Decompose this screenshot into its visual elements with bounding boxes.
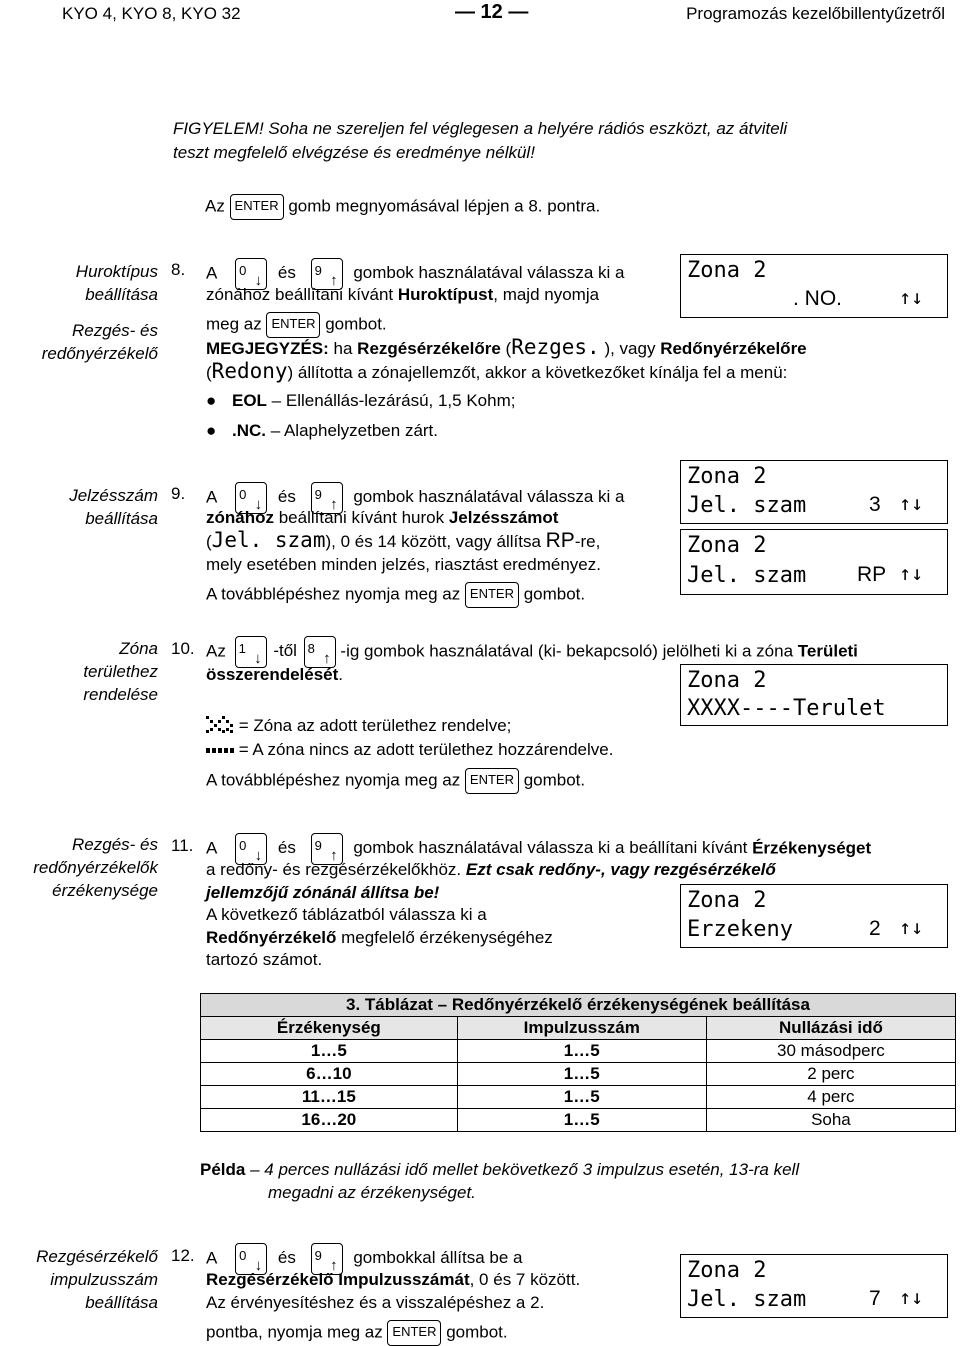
s12-line-4 [206,1320,508,1346]
side-text: beállítása [85,1293,158,1312]
text: és [277,1248,296,1268]
text: Rezges. [511,335,600,359]
side-text: Huroktípus [75,262,158,281]
text: gombok használatával válassza ki a [353,487,625,507]
enter-key-icon: ENTER [230,194,284,220]
text: ( [206,532,212,551]
text: Huroktípust [397,285,494,304]
lcd-row-2: Erzekeny [687,917,793,942]
key-digit: 9 [314,263,322,278]
table-cell: 30 másodperc [706,1040,955,1063]
s8-line-4 [206,336,807,360]
s12-line-2 [206,1268,580,1291]
side-text: Rezgés- és [72,835,158,854]
table-cell: 16…20 [201,1109,458,1132]
table-caption-row [201,994,956,1017]
lcd-display-11 [680,884,948,948]
side-label-8 [0,260,158,365]
text: zónához [206,508,274,527]
table-cell: 1…5 [457,1040,706,1063]
text: Redőnyérzékelőre [660,339,807,358]
down-arrow-icon: ↓ [254,650,262,667]
table-cell: 2 perc [706,1063,955,1086]
text: pontba, nyomja meg az [206,1322,383,1342]
side-text: redőnyérzékelő [41,344,158,363]
step-number-8: 8. [171,260,186,279]
s9-line-2 [206,506,558,529]
text: A [206,838,217,858]
text: .NC. [232,421,266,440]
text: -re, [574,532,601,551]
table-header-row [201,1017,956,1040]
down-arrow-icon: ↓ [254,496,263,513]
intro-pre: Az [205,196,225,216]
s8-line-3 [206,312,387,338]
s8-line-2 [206,283,599,306]
lcd-value: 3 [869,493,881,516]
s8-bullet-2 [206,419,438,442]
up-down-arrows-icon: ↑↓ [899,1285,924,1309]
text: és [277,263,296,283]
text: zónához beállítani kívánt [206,285,398,304]
step-number-9: 9. [171,484,186,503]
text: ha [328,339,358,358]
table-row [201,1040,956,1063]
s8-line-5 [206,360,787,384]
up-down-arrows-icon: ↑↓ [899,285,924,309]
text: gombot. [523,770,586,790]
text: megfelelő érzékenységéhez [336,928,553,947]
table-row [201,1109,956,1132]
sensitivity-table [200,993,956,1132]
key-digit: 9 [314,1248,322,1263]
text: – Alaphelyzetben zárt. [266,421,439,440]
lcd-display-10 [680,664,948,726]
lcd-row-2: Jel. szam [687,493,807,518]
table-cell: Soha [706,1109,955,1132]
side-text: Rezgés- és [72,321,158,340]
header-left: KYO 4, KYO 8, KYO 32 [62,4,241,23]
text: . [338,665,344,684]
table-cell: 1…5 [457,1063,706,1086]
table-header: Érzékenység [201,1017,458,1040]
lcd-display-12 [680,1254,948,1318]
down-arrow-icon: ↓ [254,847,263,864]
enter-key-icon: ENTER [465,768,519,794]
text: ) állította a zónajellemzőt, akkor a következőket kínálja fel a menü: [287,363,788,382]
table-cell: 11…15 [201,1086,458,1109]
up-down-arrows-icon: ↑↓ [899,915,924,939]
text: -től [273,641,297,661]
enter-key-icon: ENTER [266,312,320,338]
text: -ig gombok használatával (ki- bekapcsoló) jelölheti ki a zóna [340,641,798,661]
s11-line-4: A következő táblázatból válassza ki a [206,905,487,924]
key-digit: 1 [238,641,246,656]
text: beállítani kívánt hurok [274,508,449,527]
text: Redőnyérzékelő [206,928,337,947]
text: ( [206,363,212,382]
s9-line-3 [206,529,600,553]
example-line-2: megadni az érzékenységet. [268,1183,476,1202]
text: Érzékenységet [752,838,872,858]
assigned-x-icon [206,715,234,733]
text: gombokkal állítsa be a [353,1248,523,1268]
table-cell: 1…5 [457,1086,706,1109]
text: Jelzésszámot [448,508,559,527]
lcd-row-1: Zona 2 [687,258,767,283]
text: gombok használatával válassza ki a [353,263,625,283]
step-number-11: 11. [171,836,194,855]
text: Rezgésérzékelő Impulzusszámát [206,1270,470,1289]
text: = A zóna nincs az adott területhez hozzárendelve. [234,740,614,759]
text: A [206,487,217,507]
text: , 0 és 7 között. [469,1270,581,1289]
enter-key-icon: ENTER [465,582,519,608]
s9-line-5 [206,582,585,608]
text: Rezgésérzékelőre [357,339,501,358]
side-text: Zóna [119,639,158,658]
s12-line-3: Az érvényesítéshez és a visszalépéshez a 2. [206,1293,545,1312]
s10-line-3 [206,714,511,737]
s10-line-5 [206,768,585,794]
lcd-display-8 [680,254,948,318]
s11-line-6: tartozó számot. [206,950,323,969]
key-digit: 0 [239,1248,247,1263]
table-row [201,1086,956,1109]
table-row [201,1063,956,1086]
key-digit: 9 [314,487,322,502]
lcd-row-1: Zona 2 [687,668,767,693]
side-text: redőnyérzékelők [33,858,158,877]
text: , majd nyomja [493,285,600,304]
s10-line-2 [206,663,343,686]
text: Területi [797,641,858,661]
text: RP [545,529,575,552]
lcd-row-1: Zona 2 [687,888,767,913]
side-label-9 [0,484,158,530]
table-cell: 4 perc [706,1086,955,1109]
lcd-row-1: Zona 2 [687,533,767,558]
text: EOL [232,391,267,410]
lcd-row-1: Zona 2 [687,1258,767,1283]
lcd-row-2: Jel. szam [687,1287,807,1312]
text: A továbblépéshez nyomja meg az [206,584,461,604]
text: és [277,838,296,858]
key-digit: 0 [239,487,247,502]
down-arrow-icon: ↓ [254,1257,263,1274]
lcd-row-2: Jel. szam [687,563,807,588]
text: – 4 perces nullázási idő mellet bekövetkező 3 impulzus esetén, 13-ra kell [245,1160,800,1179]
table-cell: 6…10 [201,1063,458,1086]
table-cell: 1…5 [457,1109,706,1132]
intro-post: gomb megnyomásával lépjen a 8. pontra. [288,196,601,216]
up-arrow-icon: ↑ [330,496,338,513]
example-line-1 [200,1158,799,1181]
table-header: Nullázási idő [706,1017,955,1040]
side-text: beállítása [85,285,158,304]
warning-line-2: teszt megfelelő elvégzése és eredménye nélkül! [173,143,535,162]
s11-line-2 [206,858,776,881]
text: Az [206,641,226,661]
side-text: impulzusszám [50,1270,158,1289]
lcd-display-9a [680,460,948,524]
text: a redőny- és rezgésérzékelőkhöz. [206,860,466,879]
warning [173,117,787,165]
side-label-12 [0,1245,158,1314]
text: ( [500,339,512,358]
text: meg az [206,314,262,334]
text: Ezt csak redőny-, vagy rezgésérzékelő [465,860,776,879]
unassigned-dash-icon [206,737,234,747]
step-number-12: 12. [171,1246,195,1265]
text: A továbblépéshez nyomja meg az [206,770,461,790]
up-arrow-icon: ↑ [330,847,338,864]
lcd-row-1: Zona 2 [687,464,767,489]
table-cell: 1…5 [201,1040,458,1063]
table-header: Impulzusszám [457,1017,706,1040]
bullet-icon: ● [206,391,217,410]
lcd-row-2: XXXX----Terulet [687,696,886,721]
bullet-icon: ● [206,421,217,440]
key-digit: 8 [307,641,315,656]
side-text: beállítása [85,509,158,528]
text: ), vagy [599,339,661,358]
text: – Ellenállás-lezárású, 1,5 Kohm; [266,391,516,410]
text: gombok használatával válassza ki a beállítani kívánt [353,838,753,858]
side-label-11 [0,833,158,902]
key-digit: 9 [314,838,322,853]
text: jellemzőjű zónánál állítsa be! [206,883,440,902]
text: A [206,1248,217,1268]
up-arrow-icon: ↑ [330,272,338,289]
table-caption: 3. Táblázat – Redőnyérzékelő érzékenységének beállítása [201,994,956,1017]
step-number-10: 10. [171,639,195,658]
side-label-10 [0,637,158,706]
s9-line-4: mely esetében minden jelzés, riasztást eredményez. [206,555,601,574]
s10-line-4 [206,737,613,761]
text: A [206,263,217,283]
s11-line-3 [206,881,439,904]
lcd-value: RP [857,563,887,586]
text: = Zóna az adott területhez rendelve; [234,716,512,735]
header-right: Programozás kezelőbillentyűzetről [686,4,945,23]
down-arrow-icon: ↓ [254,272,263,289]
text: Redony [211,359,288,383]
side-text: Jelzésszám [69,486,158,505]
text: MEGJEGYZÉS: [206,339,329,358]
key-digit: 0 [239,263,247,278]
enter-key-icon: ENTER [387,1320,441,1346]
up-arrow-icon: ↑ [323,650,331,667]
warning-line-1: FIGYELEM! Soha ne szereljen fel véglegesen a helyére rádiós eszközt, az átviteli [173,119,788,138]
lcd-value: 7 [869,1287,881,1310]
text: Példa [200,1160,246,1179]
s11-line-5 [206,926,553,949]
side-text: területhez [83,662,158,681]
s8-bullet-1 [206,389,515,412]
intro-line [205,194,600,220]
lcd-display-9b [680,529,948,595]
up-arrow-icon: ↑ [330,1257,338,1274]
text: Jel. szam [211,528,326,552]
side-text: Rezgésérzékelő [36,1247,158,1266]
key-digit: 0 [239,838,247,853]
text: gombot. [325,314,387,334]
side-text: érzékenysége [52,881,158,900]
lcd-value: 2 [869,917,881,940]
up-down-arrows-icon: ↑↓ [899,491,924,515]
text: gombot. [446,1322,508,1342]
text: gombot. [523,584,586,604]
up-down-arrows-icon: ↑↓ [899,561,924,585]
text: és [277,487,296,507]
text: összerendelését [206,665,339,684]
lcd-row-2: . NO. [793,287,843,310]
page-number: — 12 — [455,1,529,23]
side-text: rendelése [83,685,158,704]
text: ), 0 és 14 között, vagy állítsa [325,532,546,551]
